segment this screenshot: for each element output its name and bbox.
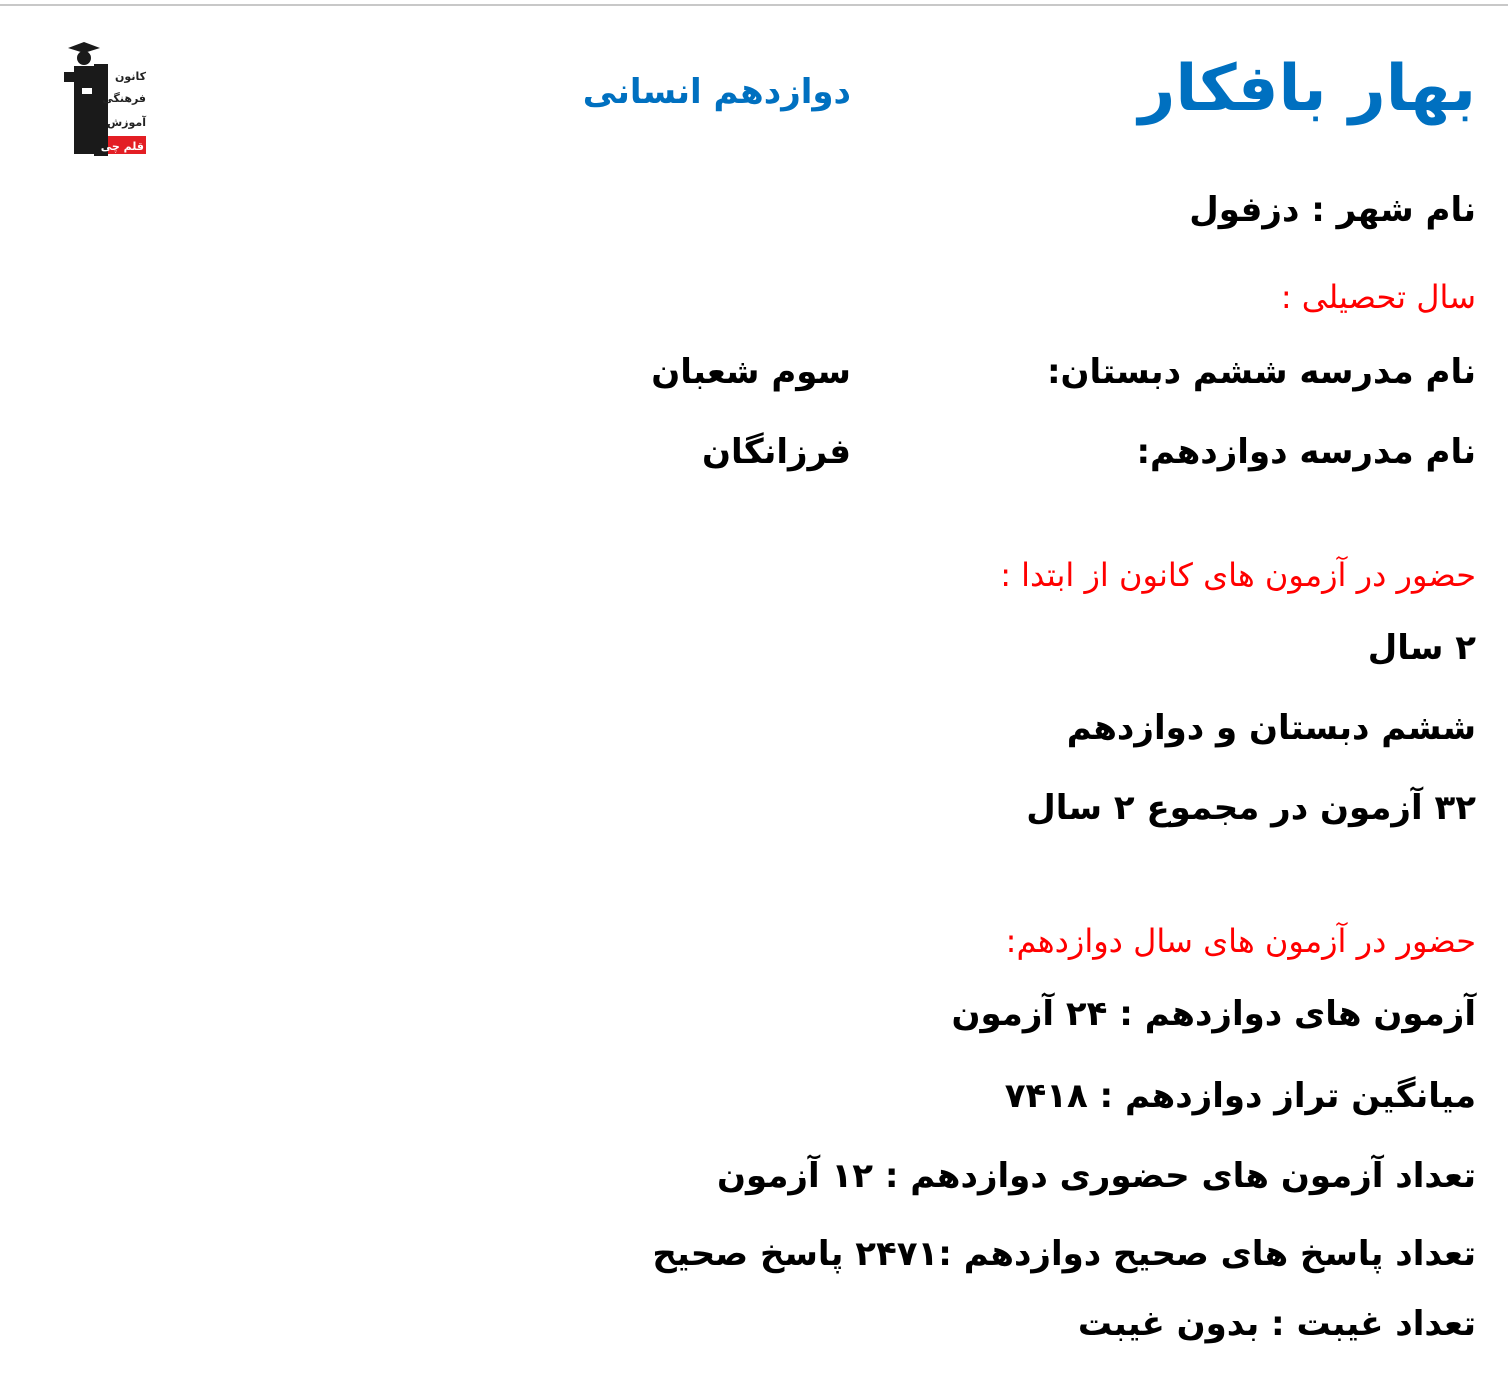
kanoon-logo: [62, 40, 150, 156]
presence-years: ۲ سال: [1367, 628, 1476, 668]
school6-label: نام مدرسه ششم دبستان:: [1046, 352, 1476, 392]
svg-text:فرهنگی: فرهنگی: [102, 92, 146, 105]
svg-text:قلم چی: قلم چی: [100, 140, 144, 153]
academic-year-heading: سال تحصیلی :: [1280, 278, 1476, 316]
school6-value: سوم شعبان: [651, 352, 851, 392]
grade12-absences: تعداد غیبت : بدون غیبت: [1077, 1304, 1476, 1344]
city-line: نام شهر : دزفول: [1189, 190, 1476, 230]
grade-field: دوازدهم انسانی: [582, 72, 851, 112]
grade12-heading: حضور در آزمون های سال دوازدهم:: [1005, 922, 1476, 960]
presence-total: ۳۲ آزمون در مجموع ۲ سال: [1026, 788, 1476, 828]
school12-label: نام مدرسه دوازدهم:: [1136, 432, 1476, 472]
grade12-in-person: تعداد آزمون های حضوری دوازدهم : ۱۲ آزمون: [717, 1156, 1476, 1196]
student-name: بهار بافکار: [1138, 52, 1476, 126]
grade12-avg-score: میانگین تراز دوازدهم : ۷۴۱۸: [1004, 1076, 1476, 1116]
grade12-exams: آزمون های دوازدهم : ۲۴ آزمون: [951, 994, 1476, 1034]
presence-heading: حضور در آزمون های کانون از ابتدا :: [1000, 556, 1476, 594]
top-divider: [0, 4, 1508, 6]
svg-text:آموزش: آموزش: [107, 116, 146, 129]
school12-value: فرزانگان: [702, 432, 851, 472]
presence-grades: ششم دبستان و دوازدهم: [1066, 708, 1476, 748]
grade12-correct-answers: تعداد پاسخ های صحیح دوازدهم :۲۴۷۱ پاسخ صحیح: [652, 1234, 1476, 1274]
svg-text:کانون: کانون: [115, 70, 146, 83]
